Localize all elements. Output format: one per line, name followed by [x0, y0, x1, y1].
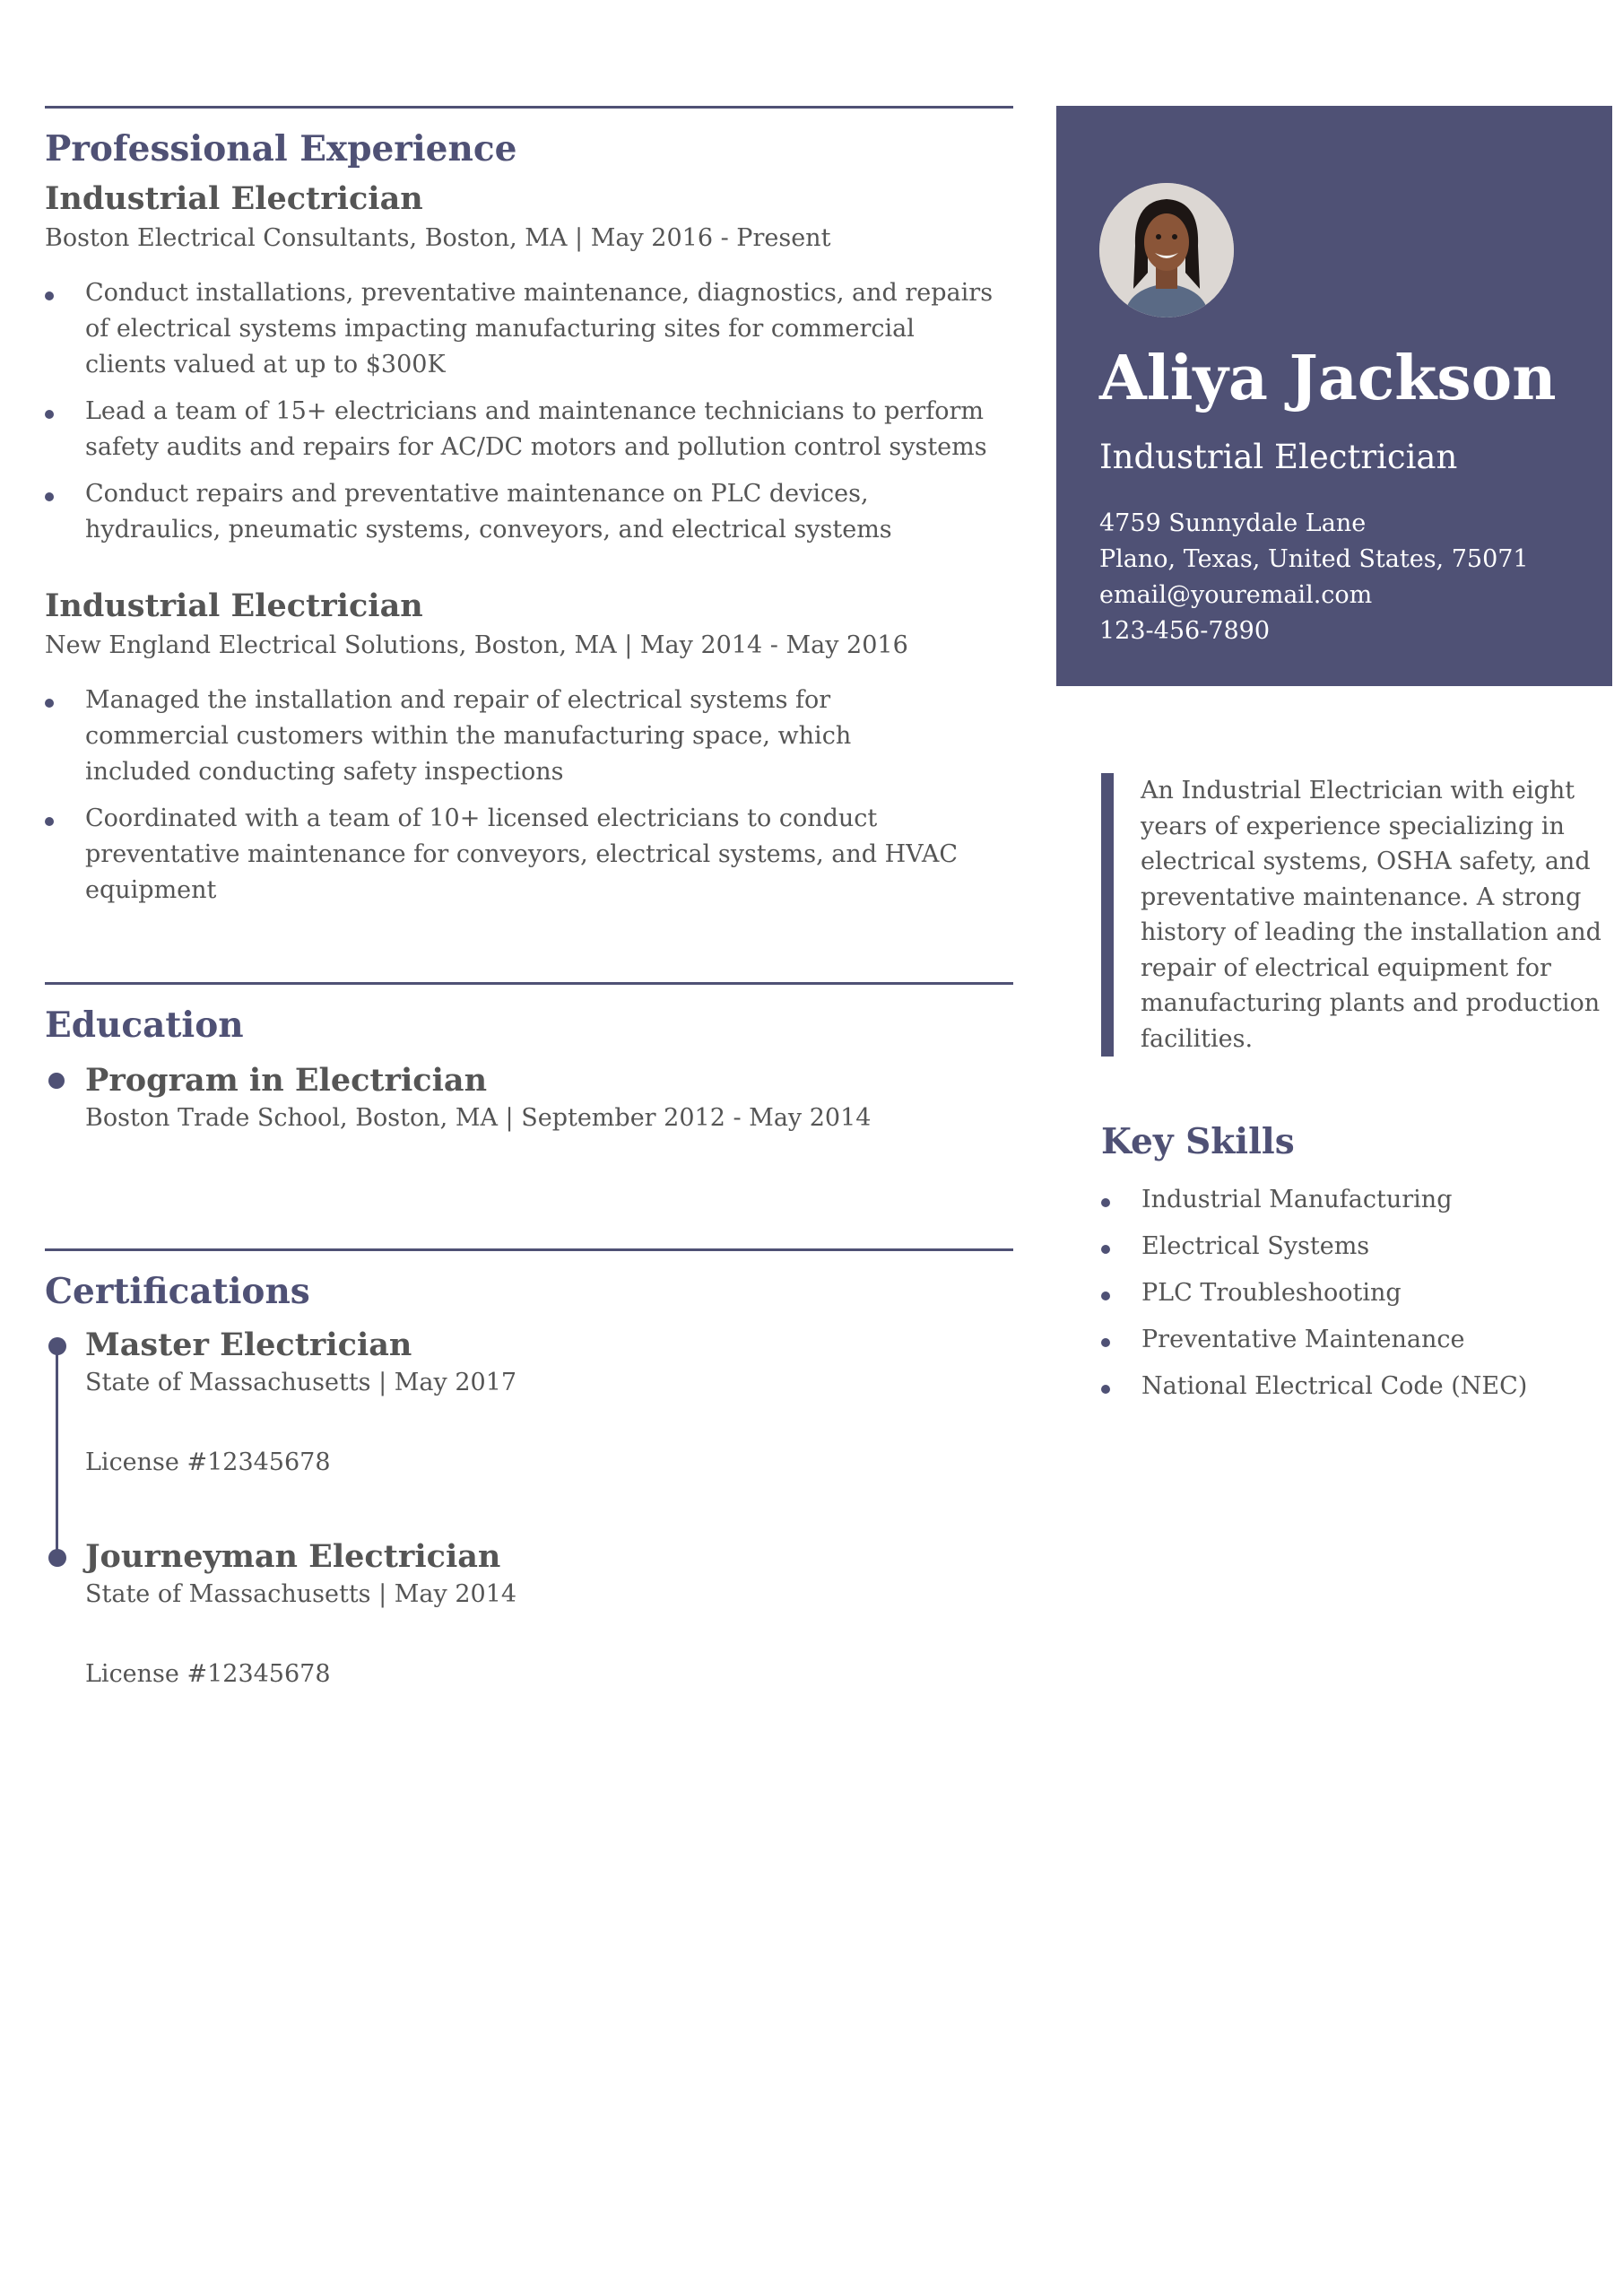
certifications-section: [45, 1248, 1013, 1688]
email-link[interactable]: email@youremail.com: [1099, 581, 1373, 609]
skill-item: Electrical Systems: [1101, 1229, 1585, 1265]
contact-info: [1099, 506, 1529, 649]
bullet-dot-icon: [45, 291, 54, 300]
job-company-line: Boston Electrical Consultants, Boston, MA | May 2016 - Present: [45, 224, 831, 252]
job-bullet: Lead a team of 15+ electricians and maintenance technicians to perform safety audits and repairs for AC/DC motors and pollution control systems: [45, 394, 995, 465]
timeline-dot-icon: [48, 1337, 66, 1355]
school-line: Boston Trade School, Boston, MA | September 2012 - May 2014: [85, 1104, 872, 1132]
phone-number: 123-456-7890: [1099, 617, 1271, 645]
address-line-2: Plano, Texas, United States, 75071: [1099, 545, 1529, 573]
avatar: [1099, 183, 1234, 317]
certifications-divider: [45, 1248, 1013, 1251]
left-column: [45, 106, 1013, 919]
bullet-dot-icon: [1101, 1338, 1110, 1347]
bullet-dot-icon: [1101, 1245, 1110, 1254]
timeline-dot-icon: [48, 1549, 66, 1567]
job-title: Industrial Electrician: [45, 180, 423, 217]
profile-panel: [1056, 106, 1612, 686]
degree-title: Program in Electrician: [85, 1062, 488, 1099]
certification-issuer: State of Massachusetts | May 2014: [85, 1580, 517, 1608]
profile-role: Industrial Electrician: [1099, 438, 1458, 476]
skills-list: [1101, 1182, 1585, 1415]
certification-title: Journeyman Electrician: [85, 1538, 501, 1575]
certification-issuer: State of Massachusetts | May 2017: [85, 1369, 517, 1396]
certification-entry: [45, 1326, 1013, 1538]
summary-text: An Industrial Electrician with eight years of experience specializing in electrical systems, OSHA safety, and preventative maintenance. A strong history of leading the installation and repair of electrical equipment for manufacturing plants and production facilities.: [1101, 773, 1607, 1057]
skill-item: National Electrical Code (NEC): [1101, 1369, 1585, 1405]
job-bullet: Coordinated with a team of 10+ licensed electricians to conduct preventative maintenance for conveyors, electrical systems, and HVAC equipment: [45, 801, 959, 909]
skill-item: PLC Troubleshooting: [1101, 1275, 1585, 1311]
job-bullet: Conduct repairs and preventative maintenance on PLC devices, hydraulics, pneumatic systems, conveyors, and electrical systems: [45, 476, 995, 548]
skill-item: Industrial Manufacturing: [1101, 1182, 1585, 1218]
bullet-dot-icon: [1101, 1292, 1110, 1300]
timeline-dot-icon: [48, 1073, 65, 1089]
avatar-photo: [1099, 183, 1234, 317]
profile-name: Aliya Jackson: [1099, 343, 1557, 414]
job-bullets: [45, 683, 959, 909]
certifications-timeline: [45, 1326, 1013, 1688]
job-bullet: Managed the installation and repair of electrical systems for commercial customers within the manufacturing space, which included conducting safety inspections: [45, 683, 959, 790]
certification-title: Master Electrician: [85, 1326, 412, 1363]
skill-item: Preventative Maintenance: [1101, 1322, 1585, 1358]
certification-license: License #12345678: [85, 1660, 331, 1688]
certification-entry: [45, 1538, 1013, 1688]
education-entry: [45, 1062, 1013, 1132]
bullet-dot-icon: [1101, 1385, 1110, 1394]
bullet-dot-icon: [45, 492, 54, 501]
education-heading: Education: [45, 1004, 244, 1046]
job-entry: [45, 180, 1013, 548]
address-line-1: 4759 Sunnydale Lane: [1099, 509, 1367, 537]
bullet-dot-icon: [45, 699, 54, 708]
bullet-dot-icon: [45, 410, 54, 419]
education-section: [45, 982, 1013, 1132]
bullet-dot-icon: [1101, 1198, 1110, 1207]
job-entry: [45, 587, 1013, 909]
job-company-line: New England Electrical Solutions, Boston, MA | May 2014 - May 2016: [45, 631, 908, 659]
bullet-dot-icon: [45, 817, 54, 826]
job-bullets: [45, 275, 995, 548]
education-divider: [45, 982, 1013, 985]
certifications-heading: Certifications: [45, 1271, 310, 1312]
skills-heading: Key Skills: [1101, 1121, 1295, 1162]
job-bullet: Conduct installations, preventative maintenance, diagnostics, and repairs of electrical systems impacting manufacturing sites for commercial clients valued at up to $300K: [45, 275, 995, 383]
certification-license: License #12345678: [85, 1448, 331, 1476]
experience-heading: Professional Experience: [45, 128, 517, 170]
job-title: Industrial Electrician: [45, 587, 423, 624]
experience-divider: [45, 106, 1013, 109]
